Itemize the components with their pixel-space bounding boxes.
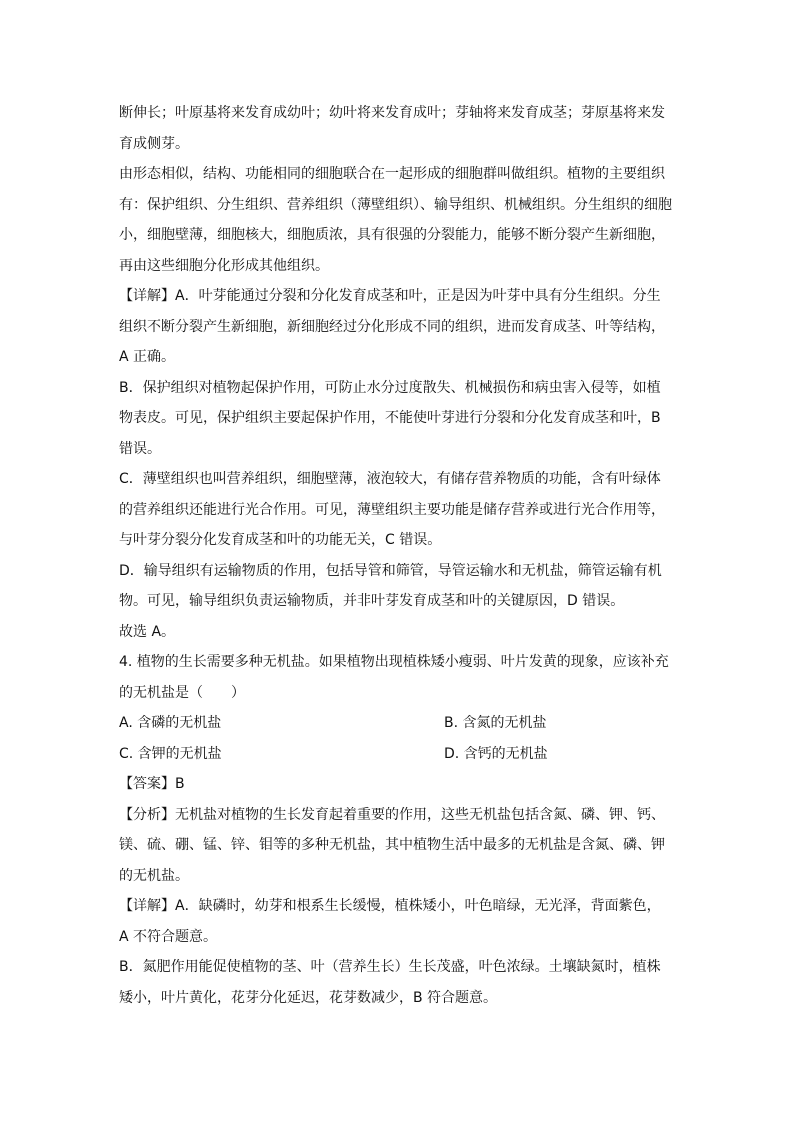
q4-options-row [119,708,679,739]
q4-analysis: 镁、硫、硼、锰、锌、钼等的多种无机盐，其中植物生活中最多的无机盐是含氮、磷、钾 [119,837,665,853]
q3-choice: 故选 A。 [119,623,176,640]
q4-option-b: B. 含氮的无机盐 [444,715,547,731]
q4-option-c: C. 含钾的无机盐 [119,745,222,762]
text-line: D．输导组织有运输物质的作用，包括导管和筛管，导管运输水和无机盐，筛管运输有机 [119,562,662,579]
q4-option-a: A. 含磷的无机盐 [119,715,222,731]
q4-detail: B．氮肥作用能促使植物的茎、叶（营养生长）生长茂盛，叶色浓绿。土壤缺氮时，植株 [119,959,661,975]
q4-detail: 矮小，叶片黄化，花芽分化延迟，花芽数减少，B 符合题意。 [119,989,498,1006]
q4-detail: A 不符合题意。 [119,928,218,945]
q4-stem: 的无机盐是（ ） [119,684,245,701]
q4-stem: 4. 植物的生长需要多种无机盐。如果植物出现植株矮小瘦弱、叶片发黄的现象，应该补充 [119,654,669,670]
text-line: 的营养组织还能进行光合作用。可见，薄壁组织主要功能是储存营养或进行光合作用等， [119,501,665,518]
q4-answer: 【答案】B [119,776,185,792]
text-line: 断伸长；叶原基将来发育成幼叶；幼叶将来发育成叶；芽轴将来发育成茎；芽原基将来发 [119,105,665,121]
text-line: A 正确。 [119,349,176,365]
document-page [119,98,679,1013]
text-line: 由形态相似，结构、功能相同的细胞联合在一起形成的细胞群叫做组织。植物的主要组织 [119,166,665,182]
text-line: 小，细胞壁薄，细胞核大，细胞质浓，具有很强的分裂能力，能够不断分裂产生新细胞， [119,227,665,243]
q4-detail: 【详解】A．缺磷时，幼芽和根系生长缓慢，植株矮小，叶色暗绿，无光泽，背面紫色， [119,898,661,914]
text-line: 错误。 [119,440,161,457]
text-line: 物表皮。可见，保护组织主要起保护作用，不能使叶芽进行分裂和分化发育成茎和叶，B [119,410,661,426]
text-line: 有：保护组织、分生组织、营养组织（薄壁组织）、输导组织、机械组织。分生组织的细胞 [119,196,672,213]
q4-option-d: D. 含钙的无机盐 [444,745,548,762]
q4-analysis: 的无机盐。 [119,867,189,884]
text-line: 再由这些细胞分化形成其他组织。 [119,257,329,274]
q4-analysis: 【分析】无机盐对植物的生长发育起着重要的作用，这些无机盐包括含氮、磷、钾、钙、 [119,806,665,823]
text-line: 组织不断分裂产生新细胞，新细胞经过分化形成不同的组织，进而发育成茎、叶等结构， [119,318,665,335]
text-line: 【详解】A．叶芽能通过分裂和分化发育成茎和叶，正是因为叶芽中具有分生组织。分生 [119,288,661,304]
text-line: 物。可见，输导组织负责运输物质，并非叶芽发育成茎和叶的关键原因，D 错误。 [119,593,625,609]
text-line: C．薄壁组织也叫营养组织，细胞壁薄，液泡较大，有储存营养物质的功能，含有叶绿体 [119,471,661,487]
text-line: 与叶芽分裂分化发育成茎和叶的功能无关，C 错误。 [119,532,442,548]
text-line: 育成侧芽。 [119,135,189,152]
q4-options-row [119,739,679,770]
text-line: B．保护组织对植物起保护作用，可防止水分过度散失、机械损伤和病虫害入侵等，如植 [119,379,661,396]
